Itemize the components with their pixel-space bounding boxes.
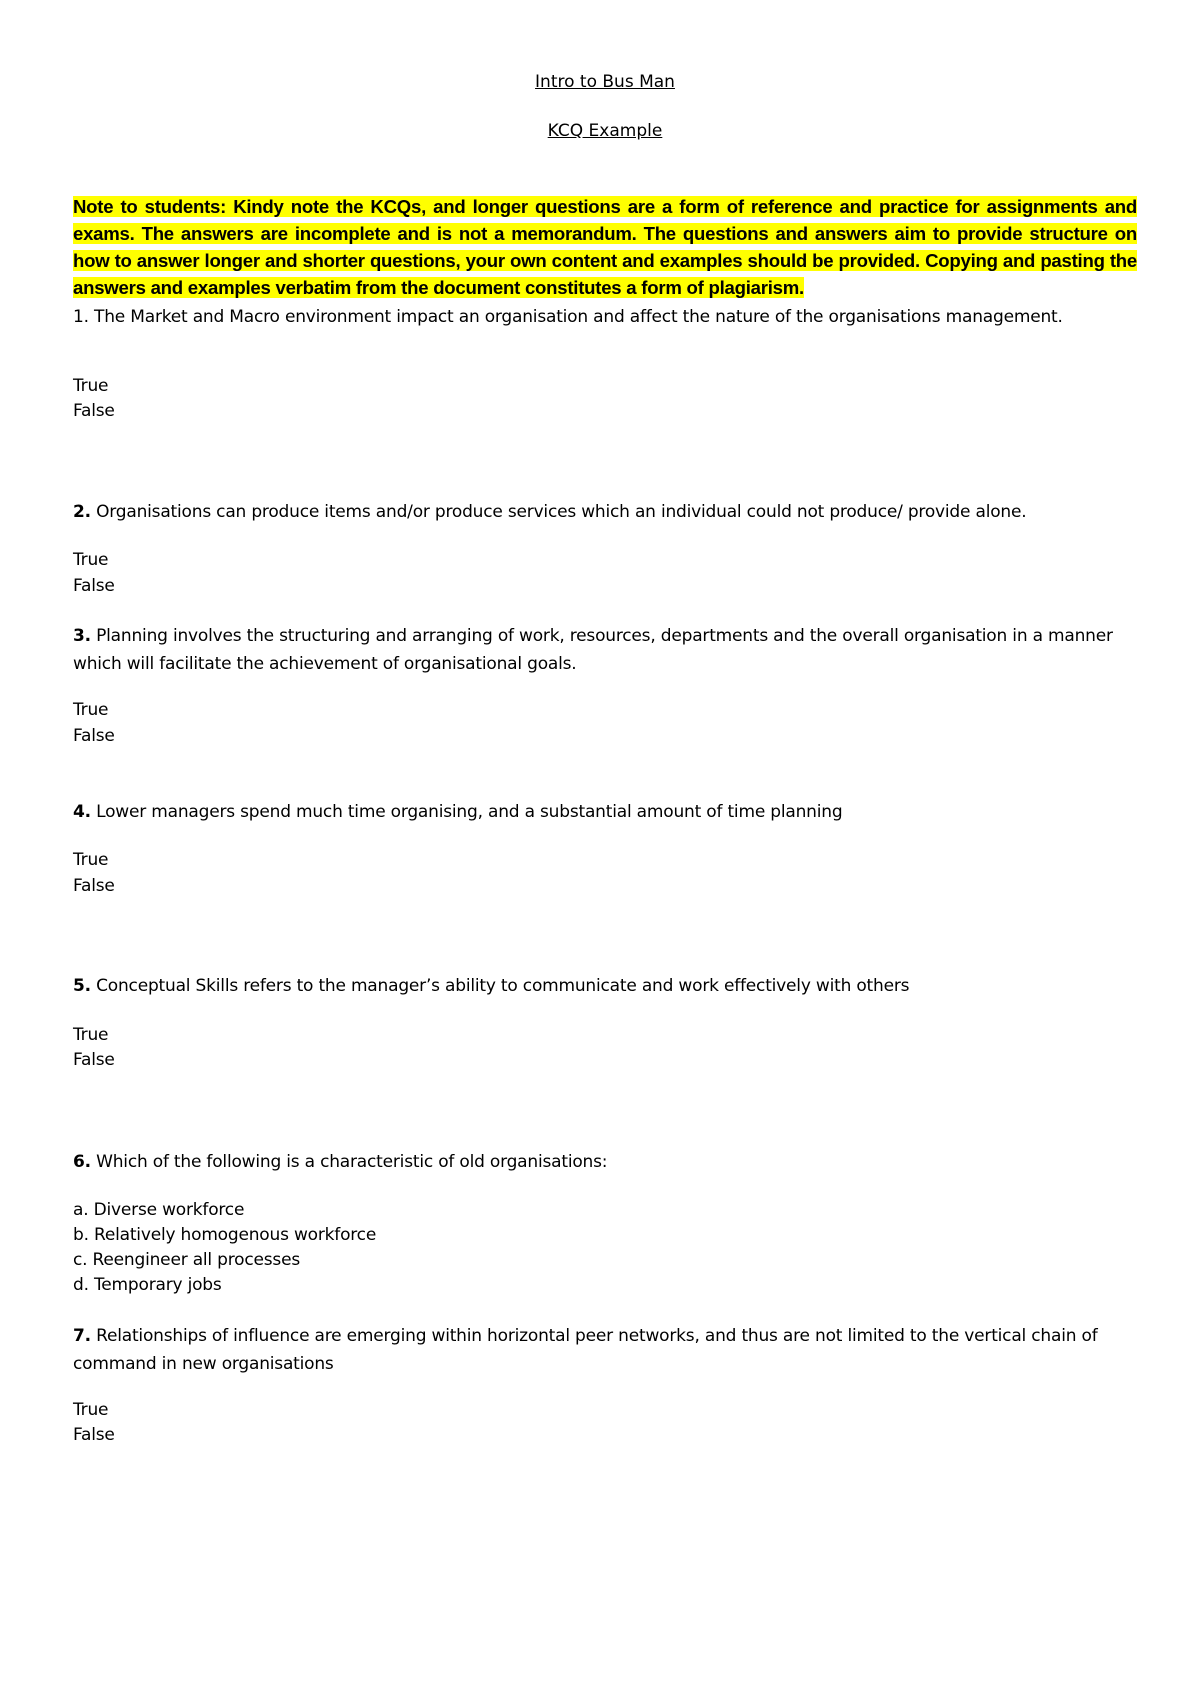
note-text: Note to students: Kindy note the KCQs, and longer questions are a form of reference and practice for assignments and exams. The answers are incomplete and is not a memorandum. The questions and answers aim to provide structure on how to answer longer and shorter questions, your own content and examples should be provided. Copying and pasting the answers and examples verbatim from the document constitutes a form of plagiarism.: [73, 196, 1137, 298]
question-number: 1.: [73, 307, 89, 327]
question-text: Planning involves the structuring and arranging of work, resources, departments and the overall organisation in a manner which will facilitate the achievement of organisational goals.: [73, 626, 1113, 674]
question-4-option-true: True: [73, 850, 109, 870]
question-text: Organisations can produce items and/or produce services which an individual could not produce/ provide alone.: [96, 502, 1027, 522]
question-6: [73, 1148, 1137, 1176]
question-number: 3.: [73, 626, 91, 646]
question-3-option-true: True: [73, 700, 109, 720]
question-1: [73, 303, 1137, 331]
question-text: The Market and Macro environment impact an organisation and affect the nature of the organisations management.: [94, 307, 1063, 327]
question-2-option-false: False: [73, 576, 115, 596]
question-number: 4.: [73, 802, 91, 822]
question-number: 2.: [73, 502, 91, 522]
question-3-option-false: False: [73, 726, 115, 746]
document-title: Intro to Bus Man: [535, 72, 675, 92]
question-text: Conceptual Skills refers to the manager’s ability to communicate and work effectively with others: [96, 976, 910, 996]
question-4-option-false: False: [73, 876, 115, 896]
question-number: 5.: [73, 976, 91, 996]
question-7: [73, 1322, 1137, 1378]
question-number: 7.: [73, 1326, 91, 1346]
question-text: Which of the following is a characteristic of old organisations:: [96, 1152, 608, 1172]
question-1-option-true: True: [73, 376, 109, 396]
question-5-option-true: True: [73, 1025, 109, 1045]
question-7-option-true: True: [73, 1400, 109, 1420]
question-4: [73, 798, 1137, 826]
question-text: Relationships of influence are emerging within horizontal peer networks, and thus are not limited to the vertical chain of command in new organisations: [73, 1326, 1098, 1374]
question-6-option-d: d. Temporary jobs: [73, 1275, 222, 1295]
question-6-option-a: a. Diverse workforce: [73, 1200, 245, 1220]
question-6-option-c: c. Reengineer all processes: [73, 1250, 301, 1270]
question-number: 6.: [73, 1152, 91, 1172]
question-1-option-false: False: [73, 401, 115, 421]
question-7-option-false: False: [73, 1425, 115, 1445]
question-2-option-true: True: [73, 550, 109, 570]
question-2: [73, 498, 1137, 526]
question-5: [73, 972, 1137, 1000]
note-to-students: [73, 193, 1137, 301]
question-text: Lower managers spend much time organising, and a substantial amount of time planning: [96, 802, 843, 822]
question-3: [73, 622, 1137, 678]
question-6-option-b: b. Relatively homogenous workforce: [73, 1225, 377, 1245]
document-subtitle: KCQ Example: [547, 121, 663, 141]
question-5-option-false: False: [73, 1050, 115, 1070]
